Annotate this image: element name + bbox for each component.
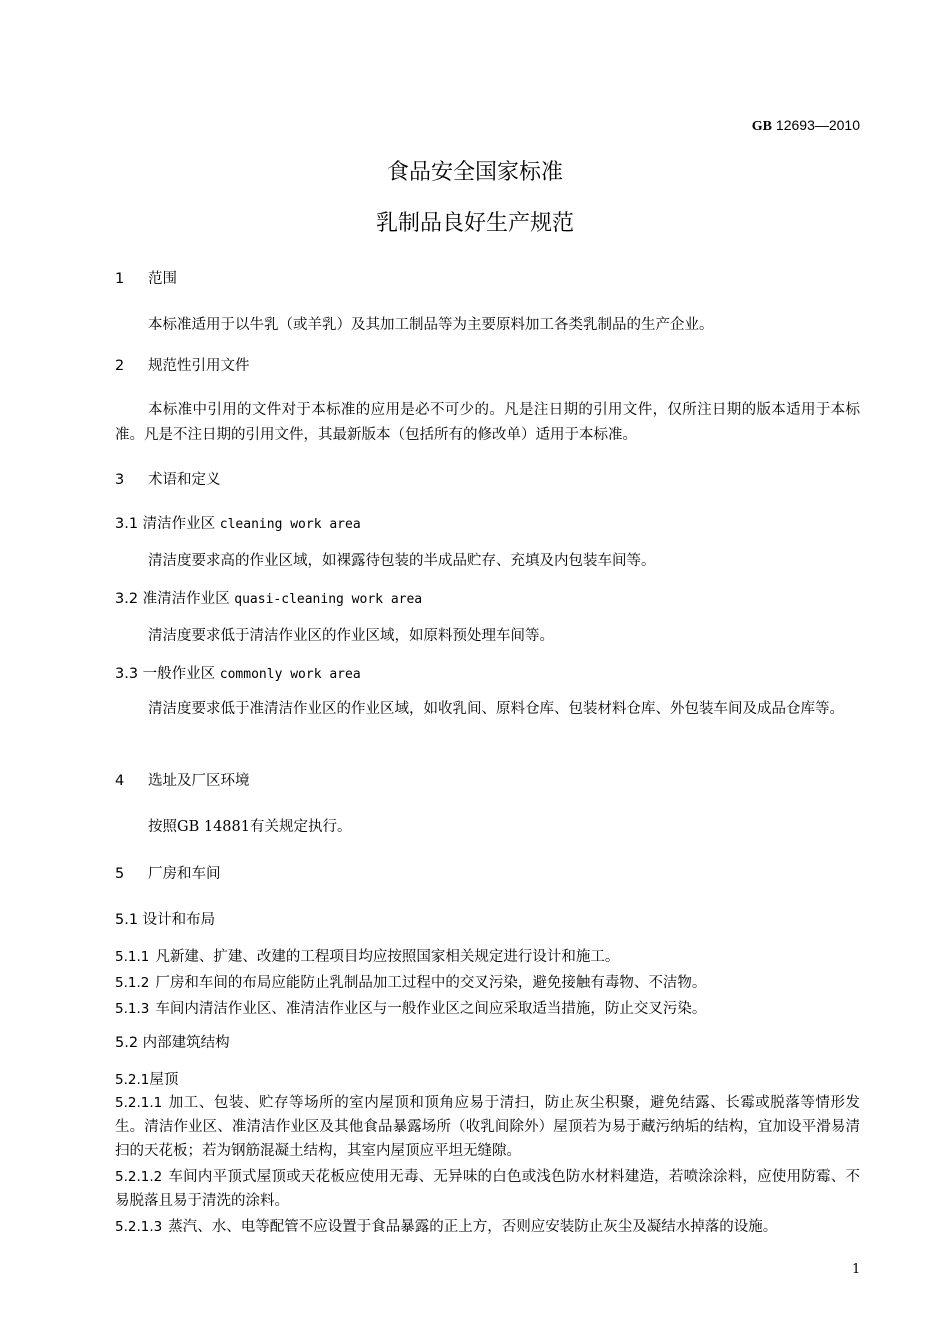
- section-1-heading: 1 范围: [115, 271, 177, 287]
- clause-5-1-1: 5.1.1 凡新建、扩建、改建的工程项目均应按照国家相关规定进行设计和施工。: [115, 949, 620, 965]
- definition-3-3-text: 清洁度要求低于准清洁作业区的作业区域，如收乳间、原料仓库、包装材料仓库、外包装车间及成品仓库等。: [148, 701, 844, 717]
- clause-5-2-1-2: 5.2.1.2 车间内平顶式屋顶或天花板应使用无毒、无异味的白色或浅色防水材料建造，若喷涂涂料，应使用防霉、不易脱落且易于清洗的涂料。: [115, 1169, 860, 1209]
- definition-3-2-heading: 3.2 准清洁作业区 quasi-cleaning work area: [115, 591, 423, 607]
- definition-3-1-heading: 3.1 清洁作业区 cleaning work area: [115, 516, 361, 532]
- definition-3-3-heading: 3.3 一般作业区 commonly work area: [115, 666, 361, 682]
- section-5-1-heading: 5.1 设计和布局: [115, 912, 216, 928]
- clause-5-1-3: 5.1.3 车间内清洁作业区、准清洁作业区与一般作业区之间应采取适当措施，防止交叉污染。: [115, 1001, 707, 1017]
- section-4-text: 按照GB 14881有关规定执行。: [148, 819, 352, 835]
- standard-number: GB 12693—2010: [751, 117, 860, 134]
- clause-5-2-1-1: 5.2.1.1 加工、包装、贮存等场所的室内屋顶和顶角应易于清扫，防止灰尘积聚，避免结露、长霉或脱落等情形发生。清洁作业区、准清洁作业区及其他食品暴露场所（收乳间除外）屋顶若为易于藏污纳垢的结构，宜加设平滑易清扫的天花板；若为钢筋混凝土结构，其室内屋顶应平坦无缝隙。: [115, 1095, 860, 1159]
- clause-5-1-2: 5.1.2 厂房和车间的布局应能防止乳制品加工过程中的交叉污染，避免接触有毒物、不洁物。: [115, 975, 707, 991]
- section-1-text: 本标准适用于以牛乳（或羊乳）及其加工制品等为主要原料加工各类乳制品的生产企业。: [148, 317, 714, 333]
- section-4-heading: 4 选址及厂区环境: [115, 773, 250, 789]
- definition-3-2-text: 清洁度要求低于清洁作业区的作业区域，如原料预处理车间等。: [148, 628, 554, 644]
- clause-5-2-1-3: 5.2.1.3 蒸汽、水、电等配管不应设置于食品暴露的正上方，否则应安装防止灰尘及凝结水掉落的设施。: [115, 1219, 778, 1235]
- section-2-text: 本标准中引用的文件对于本标准的应用是必不可少的。凡是注日期的引用文件，仅所注日期的版本适用于本标准。凡是不注日期的引用文件，其最新版本（包括所有的修改单）适用于本标准。: [115, 402, 860, 443]
- clause-5-2-1-heading: 5.2.1屋顶: [115, 1072, 179, 1088]
- definition-3-1-text: 清洁度要求高的作业区域，如裸露待包装的半成品贮存、充填及内包装车间等。: [148, 553, 656, 569]
- page-number: 1: [852, 1262, 861, 1277]
- section-3-heading: 3 术语和定义: [115, 472, 221, 488]
- document-title: 食品安全国家标准: [386, 160, 563, 185]
- section-5-heading: 5 厂房和车间: [115, 866, 221, 882]
- document-subtitle: 乳制品良好生产规范: [375, 211, 574, 236]
- section-2-heading: 2 规范性引用文件: [115, 358, 250, 374]
- section-5-2-heading: 5.2 内部建筑结构: [115, 1035, 230, 1051]
